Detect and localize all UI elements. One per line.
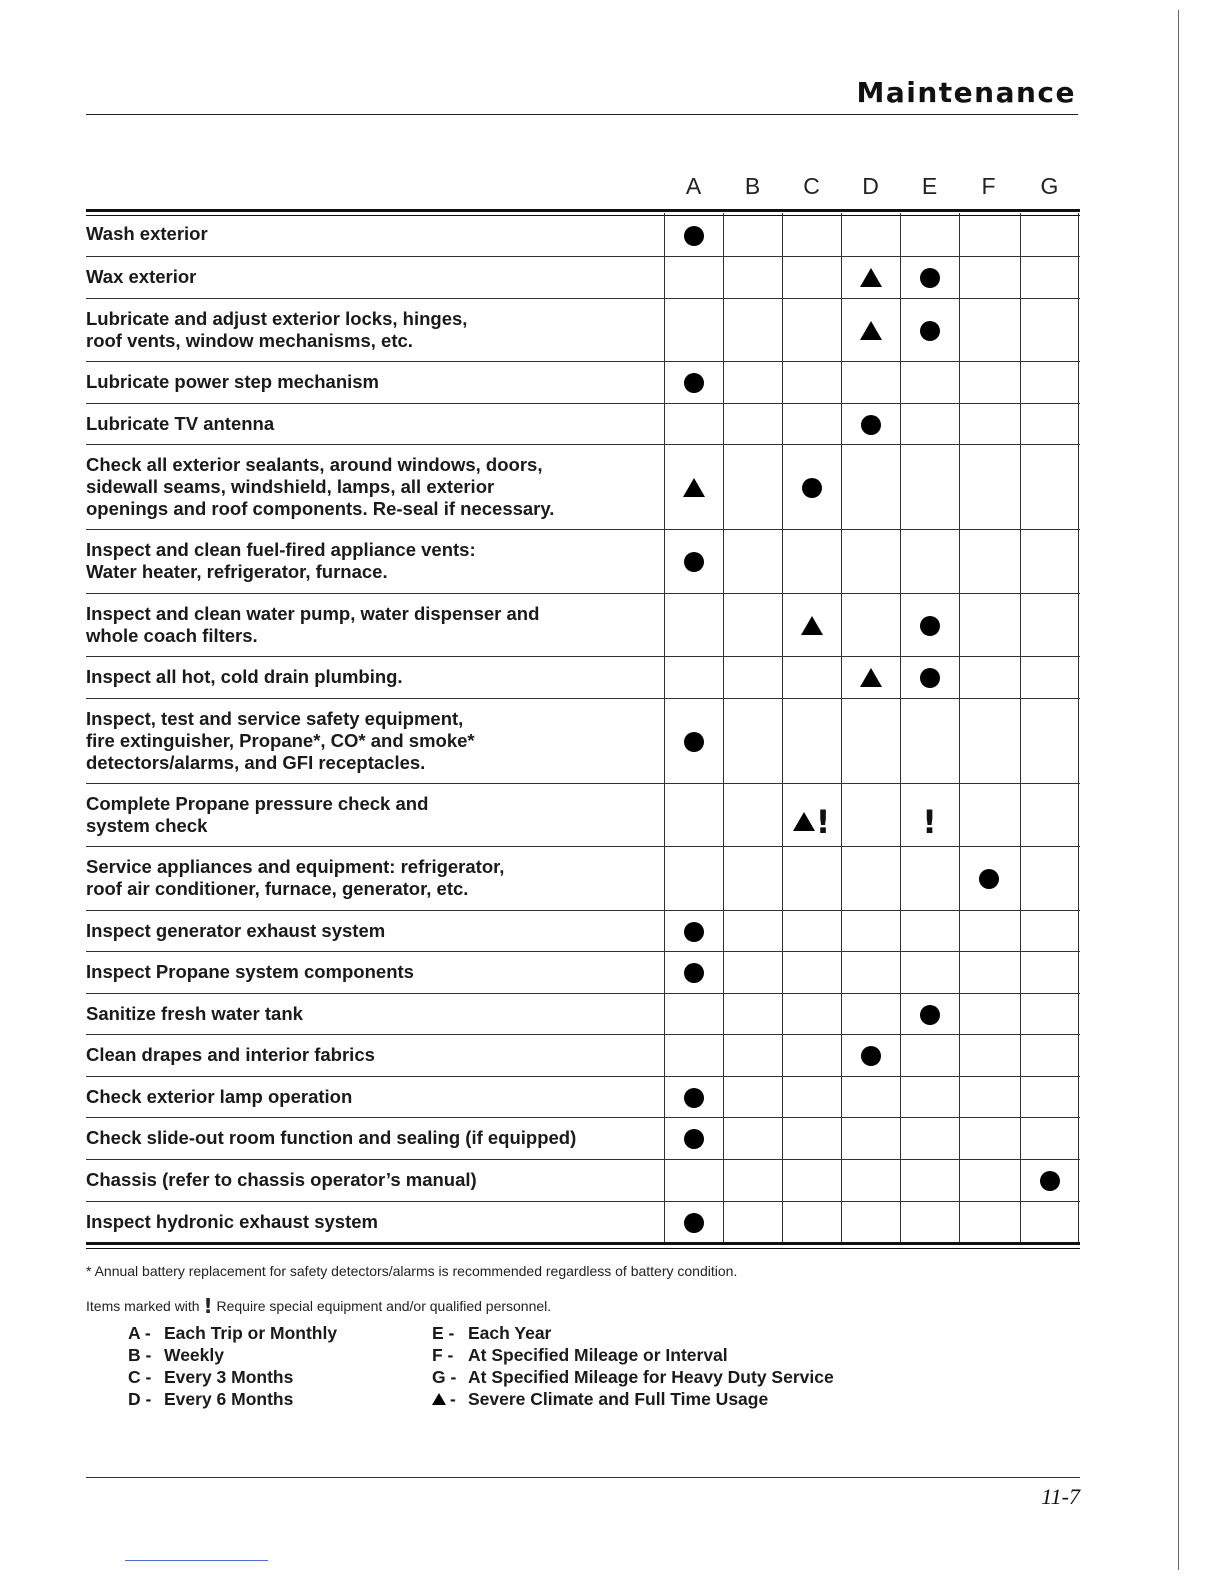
- schedule-mark-f: [960, 869, 1018, 891]
- decorative-blue-line: [125, 1560, 268, 1561]
- dot-icon: [684, 552, 704, 572]
- exclamation-icon: !: [815, 802, 831, 841]
- row-divider: [86, 993, 1080, 994]
- legend-key: [432, 1389, 468, 1410]
- task-label: Check exterior lamp operation: [86, 1086, 353, 1107]
- dot-icon: [920, 616, 940, 636]
- row-divider: [86, 444, 1080, 445]
- column-divider: [723, 213, 724, 1243]
- note-prefix: Items marked with: [86, 1298, 200, 1314]
- column-header-a: A: [685, 173, 702, 199]
- row-divider: [86, 698, 1080, 699]
- dot-icon: [920, 668, 940, 688]
- dot-icon: [1040, 1171, 1060, 1191]
- schedule-mark-c: [783, 616, 841, 638]
- dot-icon: [684, 963, 704, 983]
- column-divider: [900, 213, 901, 1243]
- row-divider: [86, 593, 1080, 594]
- dot-icon: [802, 478, 822, 498]
- triangle-icon: [860, 668, 882, 687]
- page-number: 11-7: [1041, 1484, 1080, 1509]
- column-divider: [841, 213, 842, 1243]
- row-divider: [86, 656, 1080, 657]
- special-equipment-note: [86, 1292, 551, 1316]
- task-label: Wax exterior: [86, 266, 197, 287]
- column-divider: [782, 213, 783, 1243]
- task-label: Complete Propane pressure check and system check: [86, 793, 429, 836]
- row-divider: [86, 951, 1080, 952]
- legend-key-text: -: [450, 1389, 456, 1409]
- dot-icon: [684, 1129, 704, 1149]
- task-label: Sanitize fresh water tank: [86, 1003, 303, 1024]
- dot-icon: [684, 922, 704, 942]
- row-divider: [86, 910, 1080, 911]
- row-divider: [86, 361, 1080, 362]
- dot-icon: [684, 1213, 704, 1233]
- legend-key: G -: [432, 1367, 457, 1387]
- legend-item: [128, 1389, 293, 1410]
- dot-icon: [684, 732, 704, 752]
- triangle-exclamation-icon: [793, 802, 831, 841]
- dot-icon: [684, 226, 704, 246]
- column-header-g: G: [1040, 173, 1059, 199]
- legend-text: Each Year: [468, 1323, 552, 1343]
- row-divider: [86, 298, 1080, 299]
- row-divider: [86, 846, 1080, 847]
- row-divider: [86, 1117, 1080, 1118]
- dot-icon: [684, 373, 704, 393]
- triangle-icon: [793, 812, 815, 831]
- row-divider: [86, 1076, 1080, 1077]
- triangle-icon: [860, 268, 882, 287]
- legend-item: [128, 1323, 337, 1344]
- legend-item: [128, 1345, 224, 1366]
- legend-item: [432, 1367, 834, 1388]
- dot-icon: [684, 1088, 704, 1108]
- schedule-mark-a: [665, 226, 723, 248]
- task-label: Inspect generator exhaust system: [86, 920, 386, 941]
- legend-text: Weekly: [164, 1345, 224, 1365]
- schedule-mark-d: [842, 415, 900, 437]
- table-bottom-rule: [86, 1242, 1080, 1249]
- task-label: Lubricate power step mechanism: [86, 371, 380, 392]
- legend-item: [432, 1389, 768, 1410]
- task-label: Inspect Propane system components: [86, 961, 414, 982]
- schedule-mark-a: [665, 922, 723, 944]
- task-label: Inspect, test and service safety equipment, fire extinguisher, Propane*, CO* and smoke* detectors/alarms, and GFI receptacles.: [86, 708, 475, 773]
- task-label: Chassis (refer to chassis operator’s manual): [86, 1169, 477, 1190]
- schedule-mark-e: [901, 668, 959, 690]
- column-header-d: D: [862, 173, 879, 199]
- column-header-c: C: [803, 173, 820, 199]
- dot-icon: [979, 869, 999, 889]
- note-suffix: Require special equipment and/or qualified personnel.: [216, 1298, 552, 1314]
- footer-rule: [86, 1477, 1080, 1478]
- row-divider: [86, 529, 1080, 530]
- column-header-e: E: [921, 173, 938, 199]
- task-label: Lubricate TV antenna: [86, 413, 275, 434]
- task-label: Inspect and clean fuel-fired appliance vents: Water heater, refrigerator, furnace.: [86, 539, 476, 582]
- schedule-mark-g: [1021, 1171, 1079, 1193]
- schedule-mark-a: [665, 1213, 723, 1235]
- table-top-rule: [86, 209, 1080, 216]
- schedule-mark-a: [665, 373, 723, 395]
- schedule-mark-c: [783, 478, 841, 500]
- schedule-mark-a: [665, 1129, 723, 1151]
- row-divider: [86, 1159, 1080, 1160]
- schedule-mark-a: [665, 963, 723, 985]
- exclamation-icon: !: [203, 1294, 213, 1318]
- legend-text: At Specified Mileage or Interval: [468, 1345, 728, 1365]
- triangle-icon: [683, 478, 705, 497]
- legend-key: B -: [128, 1345, 152, 1365]
- schedule-mark-c: [783, 802, 841, 841]
- legend-text: At Specified Mileage for Heavy Duty Service: [468, 1367, 834, 1387]
- legend-text: Severe Climate and Full Time Usage: [468, 1389, 769, 1409]
- legend-key: A -: [128, 1323, 151, 1343]
- column-header-b: B: [744, 173, 761, 199]
- schedule-mark-d: [842, 268, 900, 290]
- page-edge-line: [1178, 10, 1179, 1570]
- schedule-mark-a: [665, 552, 723, 574]
- triangle-icon: [860, 321, 882, 340]
- row-divider: [86, 256, 1080, 257]
- task-label: Inspect and clean water pump, water dispenser and whole coach filters.: [86, 603, 540, 646]
- dot-icon: [920, 1005, 940, 1025]
- task-label: Inspect all hot, cold drain plumbing.: [86, 666, 403, 687]
- dot-icon: [861, 415, 881, 435]
- task-label: Check all exterior sealants, around windows, doors, sidewall seams, windshield, lamps, all exterior openings and roof components. Re-seal if necessary.: [86, 454, 555, 519]
- column-divider: [959, 213, 960, 1243]
- task-label: Inspect hydronic exhaust system: [86, 1211, 378, 1232]
- legend-key: E -: [432, 1323, 455, 1343]
- legend-key: C -: [128, 1367, 152, 1387]
- column-divider: [1020, 213, 1021, 1243]
- schedule-mark-e: [901, 802, 959, 841]
- schedule-mark-a: [665, 1088, 723, 1110]
- legend-item: [432, 1345, 728, 1366]
- task-label: Service appliances and equipment: refrigerator, roof air conditioner, furnace, generator, etc.: [86, 856, 505, 899]
- task-label: Wash exterior: [86, 223, 208, 244]
- task-label: Lubricate and adjust exterior locks, hinges, roof vents, window mechanisms, etc.: [86, 308, 468, 351]
- triangle-icon: [432, 1393, 446, 1405]
- schedule-mark-d: [842, 668, 900, 690]
- triangle-icon: [801, 616, 823, 635]
- schedule-mark-e: [901, 321, 959, 343]
- legend-text: Every 6 Months: [164, 1389, 294, 1409]
- column-divider: [1078, 213, 1079, 1243]
- row-divider: [86, 783, 1080, 784]
- schedule-mark-a: [665, 478, 723, 500]
- dot-icon: [920, 268, 940, 288]
- schedule-mark-e: [901, 616, 959, 638]
- schedule-mark-e: [901, 268, 959, 290]
- task-label: Clean drapes and interior fabrics: [86, 1044, 375, 1065]
- header-rule: [86, 114, 1078, 115]
- schedule-mark-a: [665, 732, 723, 754]
- legend-key: D -: [128, 1389, 152, 1409]
- legend-key: F -: [432, 1345, 454, 1365]
- schedule-mark-d: [842, 1046, 900, 1068]
- page-title: Maintenance: [856, 76, 1076, 109]
- schedule-mark-d: [842, 321, 900, 343]
- dot-icon: [861, 1046, 881, 1066]
- row-divider: [86, 1034, 1080, 1035]
- exclamation-icon: !: [922, 802, 937, 841]
- legend-item: [432, 1323, 551, 1344]
- column-header-f: F: [981, 173, 996, 199]
- legend-item: [128, 1367, 293, 1388]
- row-divider: [86, 403, 1080, 404]
- task-label: Check slide-out room function and sealing (if equipped): [86, 1127, 577, 1148]
- legend-text: Each Trip or Monthly: [164, 1323, 338, 1343]
- legend-text: Every 3 Months: [164, 1367, 294, 1387]
- dot-icon: [920, 321, 940, 341]
- battery-note: * Annual battery replacement for safety detectors/alarms is recommended regardless of battery condition.: [86, 1263, 738, 1279]
- row-divider: [86, 1201, 1080, 1202]
- schedule-mark-e: [901, 1005, 959, 1027]
